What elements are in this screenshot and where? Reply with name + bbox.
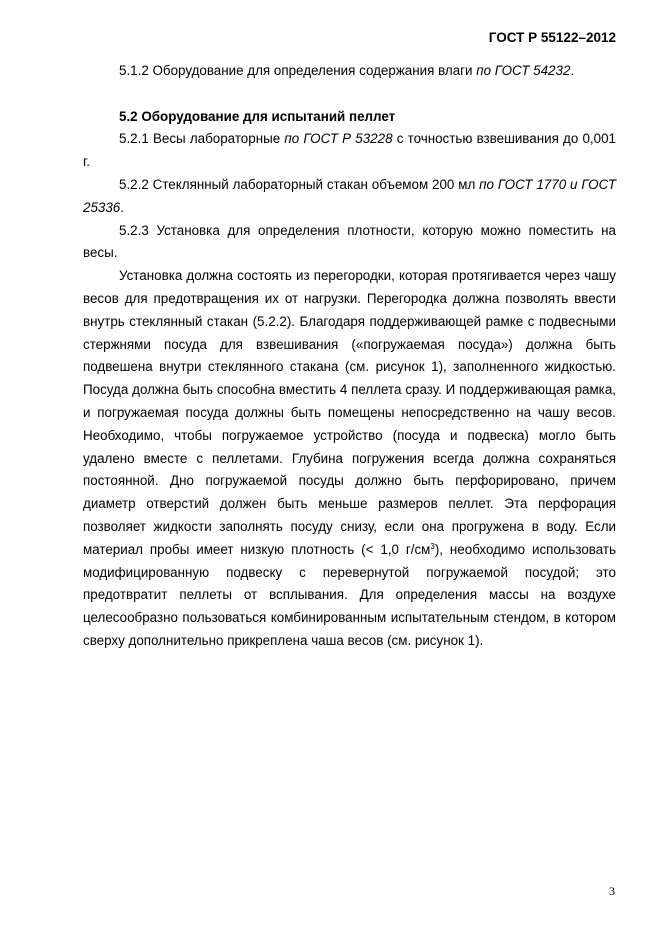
clause-5-1-2-text: 5.1.2 Оборудование для определения содержания влаги [119,63,477,78]
superscript-3: 3 [430,541,435,551]
page-number: 3 [609,884,615,898]
clause-5-1-2-end: . [570,63,575,78]
clause-5-2-1-text: 5.2.1 Весы лабораторные [119,131,285,147]
clause-5-2-1-ref: по ГОСТ Р 53228 [284,131,393,147]
document-body [83,60,616,653]
clause-5-1-2-ref: по ГОСТ 54232 [476,63,571,78]
clause-5-1-2 [83,60,616,83]
body-paragraph [83,265,616,653]
clause-5-2-1-end: с точностью взвешивания до 0,001 г. [83,131,616,170]
clause-5-2-3: 5.2.3 Установка для определения плотности, которую можно поместить на весы. [83,222,616,261]
clause-5-2-2-end: . [120,199,124,215]
clause-5-2-1 [83,128,616,174]
body-paragraph-part-2: ), необходимо использовать модифицированную подвеску с перевернутой погружаемой посудой; это предотвратит пеллеты от всплывания. Для определения массы на воздухе целесообразно пользоваться комбинированным испытательным стендом, в котором сверху дополнительно прикреплена чаша весов (см. рисунок 1). [83,541,616,648]
body-paragraph-part-1: Установка должна состоять из перегородки, которая протягивается через чашу весов для предотвращения их от нагрузки. Перегородка должна позволять ввести внутрь стеклянный стакан (5.2.2). Благодаря поддерживающей рамке с подвесными стержнями посуда для взвешивания («погружаемая посуда») должна быть подвешена внутри стеклянного стакана (см. рисунок 1), заполненного жидкостью. Посуда должна быть способна вместить 4 пеллета сразу. И поддерживающая рамка, и погружаемая посуда должны быть помещены непосредственно на чашу весов. Необходимо, чтобы погружаемое устройство (посуда и подвеска) могло быть удалено вместе с пеллетами. Глубина погружения всегда должна сохраняться постоянной. Дно погружаемой посуды должно быть перфорировано, причем диаметр отверстий должен быть меньше размеров пеллет. Эта перфорация позволяет жидкости заполнять посуду снизу, если она прогружена в воду. Если материал пробы имеет низкую плотность (< 1,0 г/см [83,268,616,557]
clause-5-2-2-text: 5.2.2 Стеклянный лабораторный стакан объемом 200 мл [119,176,480,192]
document-header: ГОСТ Р 55122–2012 [488,30,616,45]
clause-5-2-2-ref: по ГОСТ 1770 и ГОСТ 25336 [83,176,616,215]
clause-5-2-2 [83,174,616,220]
section-5-2-heading: 5.2 Оборудование для испытаний пеллет [119,108,396,124]
